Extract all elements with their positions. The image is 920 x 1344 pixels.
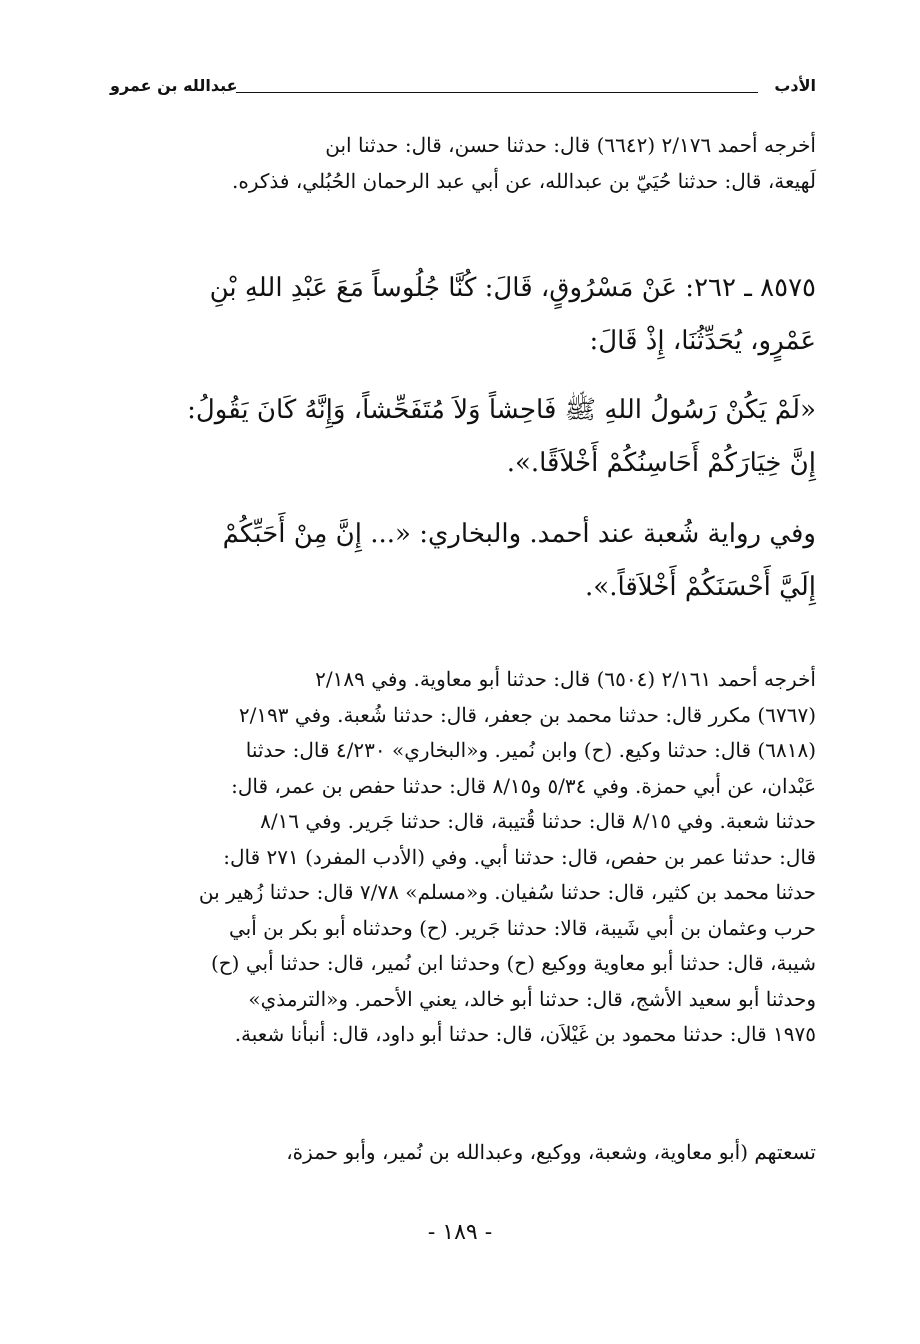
summary-line: تسعتهم (أبو معاوية، وشعبة، ووكيع، وعبدالله بن نُمير، وأبو حمزة، [286,1140,816,1164]
footnote-line: (٦٨١٨) قال: حدثنا وكيع. (ح) وابن نُمير. و«البخاري» ٤/٢٣٠ قال: حدثنا [245,738,816,762]
hadith-line: عَمْرٍو، يُحَدِّثُنَا، إِذْ قَالَ: [589,326,816,356]
footnote-line: لَهيعة، قال: حدثنا حُيَيّ بن عبدالله، عن أبي عبد الرحمان الحُبُلي، فذكره. [232,168,816,193]
hadith-line: وفي رواية شُعبة عند أحمد. والبخاري: «... إِنَّ مِنْ أَحَبِّكُمْ [222,519,816,549]
footnote-line: حدثنا محمد بن كثير، قال: حدثنا سُفيان. و«مسلم» ٧/٧٨ قال: حدثنا زُهير بن [198,880,816,904]
hadith-line: ٨٥٧٥ ـ ٢٦٢: عَنْ مَسْرُوقٍ، قَالَ: كُنَّا جُلُوساً مَعَ عَبْدِ اللهِ بْنِ [209,273,816,303]
hadith-line: إِنَّ خِيَارَكُمْ أَحَاسِنُكُمْ أَخْلاَقًا.». [506,448,816,478]
footnote-line: شيبة، قال: حدثنا أبو معاوية ووكيع (ح) وحدثنا ابن نُمير، قال: حدثنا أبي (ح) [210,951,816,975]
footnote-line: ١٩٧٥ قال: حدثنا محمود بن غَيْلاَن، قال: حدثنا أبو داود، قال: أنبأنا شعبة. [234,1022,816,1046]
footnote-bottom [110,662,816,1053]
running-header [110,74,816,100]
footnote-line: عَبْدان، عن أبي حمزة. وفي ٥/٣٤ و٨/١٥ قال: حدثنا حفص بن عمر، قال: [231,773,816,798]
header-rule [236,92,758,93]
footnote-line: أخرجه أحمد ٢/١٧٦ (٦٦٤٢) قال: حدثنا حسن، قال: حدثنا ابن [325,133,816,157]
hadith-text [110,262,816,368]
hadith-variant [110,508,816,614]
book-title: عبدالله بن عمرو [110,76,238,95]
chapter-title: الأدب [774,76,816,95]
footnote-line: حرب وعثمان بن أبي شَيبة، قالا: حدثنا جَرير. (ح) وحدثناه أبو بكر بن أبي [228,915,816,940]
footnote-line: (٦٧٦٧) مكرر قال: حدثنا محمد بن جعفر، قال: حدثنا شُعبة. وفي ٢/١٩٣ [238,702,816,727]
summary-paragraph [110,1135,816,1171]
hadith-quote [110,384,816,490]
footnote-line: وحدثنا أبو سعيد الأشج، قال: حدثنا أبو خالد، يعني الأحمر. و«الترمذي» [248,986,816,1011]
footnote-line: حدثنا شعبة. وفي ٨/١٥ قال: حدثنا قُتيبة، قال: حدثنا جَرير. وفي ٨/١٦ [260,809,816,833]
footnote-line: أخرجه أحمد ٢/١٦١ (٦٥٠٤) قال: حدثنا أبو معاوية. وفي ٢/١٨٩ [315,667,816,691]
footnote-line: قال: حدثنا عمر بن حفص، قال: حدثنا أبي. وفي (الأدب المفرد) ٢٧١ قال: [223,844,816,869]
hadith-line: إِلَيَّ أَحْسَنَكُمْ أَخْلاَقاً.». [585,572,816,602]
footnote-top [110,128,816,199]
page-number: - ١٨٩ - [427,1220,493,1245]
hadith-line: «لَمْ يَكُنْ رَسُولُ اللهِ ﷺ فَاحِشاً وَلاَ مُتَفَحِّشاً، وَإِنَّهُ كَانَ يَقُولُ: [187,395,816,425]
